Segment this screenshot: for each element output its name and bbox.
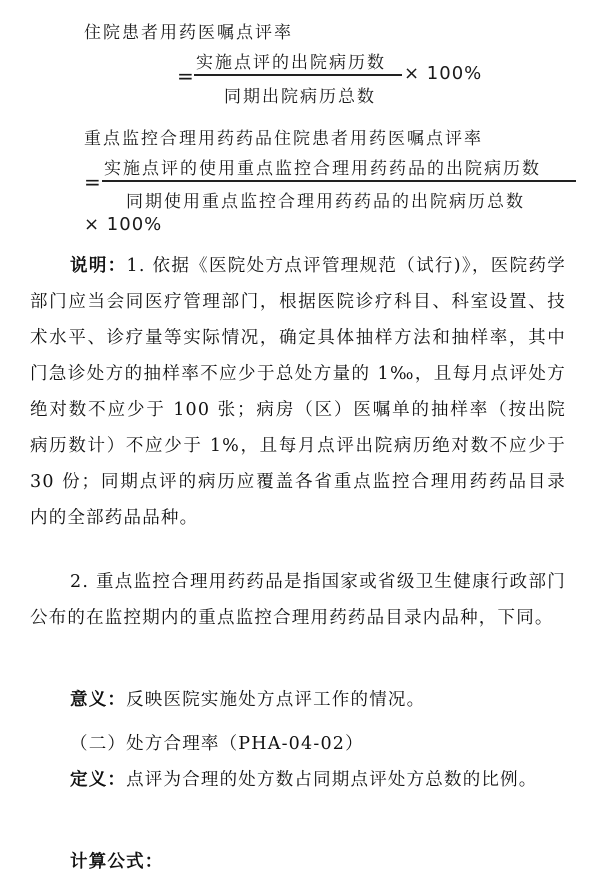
- formula1-title: 住院患者用药医嘱点评率: [84, 23, 293, 43]
- formula2-equals: =: [84, 170, 101, 194]
- section-title: （二）处方合理率（PHA-04-02）: [70, 734, 364, 754]
- formula2-numerator: 实施点评的使用重点监控合理用药药品的出院病历数: [104, 159, 541, 179]
- note-item-1: 1. 依据《医院处方点评管理规范（试行)》，医院药学部门应当会同医疗管理部门，根据医院诊疗科目、科室设置、技术水平、诊疗量等实际情况，确定具体抽样方法和抽样率，其中门急诊处方的抽样率不应少于总处方量的 1‰，且每月点评处方绝对数不应少于 100 张；病房（区）医嘱单的抽样率（按出院病历数计）不应少于 1%，且每月点评出院病历绝对数不应少于 30 份；同期点评的病历应覆盖各省重点监控合理用药药品目录内的全部药品品种。: [30, 256, 566, 528]
- formula2-denominator: 同期使用重点监控合理用药药品的出院病历总数: [126, 192, 525, 212]
- definition-text: 点评为合理的处方数占同期点评处方总数的比例。: [126, 770, 538, 790]
- formula-heading: 计算公式：: [70, 852, 164, 872]
- meaning-text: 反映医院实施处方点评工作的情况。: [126, 690, 426, 710]
- formula1-denominator: 同期出院病历总数: [224, 87, 376, 107]
- meaning-label: 意义：: [70, 690, 127, 710]
- note-item-2: 2. 重点监控合理用药药品是指国家或省级卫生健康行政部门公布的在监控期内的重点监控合理用药药品目录内品种，下同。: [30, 572, 566, 628]
- meaning-paragraph: [30, 682, 566, 718]
- formula1-fraction-bar: [194, 74, 402, 76]
- formula1-numerator: 实施点评的出院病历数: [196, 53, 386, 73]
- formula2-title: 重点监控合理用药药品住院患者用药医嘱点评率: [84, 129, 483, 149]
- definition-label: 定义：: [70, 770, 127, 790]
- formula1-multiplier: × 100%: [404, 63, 483, 84]
- note-label: 说明：: [70, 256, 127, 276]
- note-paragraph-1: [30, 248, 566, 536]
- formula2-fraction-bar: [102, 180, 576, 182]
- note-paragraph-2: [30, 564, 566, 636]
- formula1-equals: =: [177, 64, 194, 88]
- definition-paragraph: [30, 762, 566, 798]
- formula2-multiplier: × 100%: [84, 214, 163, 235]
